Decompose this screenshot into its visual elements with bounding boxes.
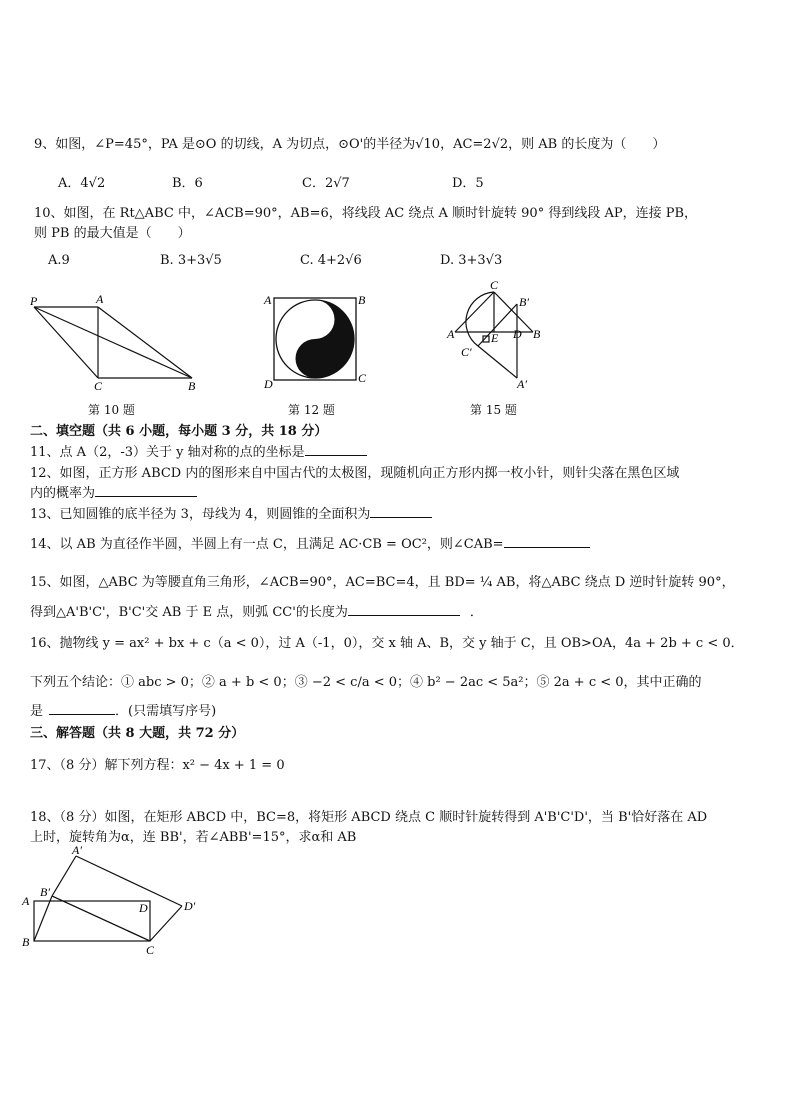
fig12-label-a: A bbox=[264, 293, 272, 307]
fig18-label-b: B bbox=[22, 935, 30, 949]
q16-line3-prefix: 是 bbox=[30, 704, 44, 719]
q18-line2: 上时，旋转角为α，连 BB'，若∠ABB'=15°，求α和 AB bbox=[30, 830, 357, 845]
fig15-label-e: E bbox=[491, 331, 499, 345]
q14-row bbox=[30, 533, 590, 552]
q15-row2 bbox=[30, 601, 483, 620]
q12-line1: 12、如图，正方形 ABCD 内的图形来自中国古代的太极图，现随机向正方形内掷一枚小针，则针尖落在黑色区域 bbox=[30, 466, 680, 481]
q12-answer-blank[interactable] bbox=[95, 482, 197, 497]
q16-answer-blank[interactable] bbox=[49, 700, 115, 715]
q10-option-d: D. 3+3√3 bbox=[440, 253, 503, 268]
fig10-label-b: B bbox=[188, 379, 196, 393]
fig15-label-b: B bbox=[533, 327, 541, 341]
q10-option-a: A.9 bbox=[48, 253, 70, 268]
fig12-label-b: B bbox=[358, 293, 366, 307]
fig18-label-c: C bbox=[146, 943, 155, 957]
fig15-label-a: A bbox=[447, 327, 455, 341]
fig10-caption: 第 10 题 bbox=[88, 403, 135, 417]
fig10-label-a: A bbox=[96, 292, 104, 306]
q10-option-c: C. 4+2√6 bbox=[300, 253, 362, 268]
q14-text: 14、以 AB 为直径作半圆，半圆上有一点 C，且满足 AC·CB = OC²，则∠CAB= bbox=[30, 537, 504, 552]
q9-option-b: B．6 bbox=[172, 176, 203, 191]
figure-10 bbox=[30, 292, 200, 393]
fig15-label-c-prime: C′ bbox=[461, 345, 472, 359]
q13-answer-blank[interactable] bbox=[370, 503, 432, 518]
q9-option-a: A．4√2 bbox=[58, 176, 106, 191]
q11-row bbox=[30, 441, 367, 460]
fig18-label-d-prime: D′ bbox=[184, 899, 196, 913]
fig18-label-a-prime: A′ bbox=[72, 843, 82, 857]
q12-row2 bbox=[30, 482, 197, 501]
fig15-label-b-prime: B′ bbox=[519, 295, 529, 309]
fig10-label-c: C bbox=[94, 379, 103, 393]
fig12-caption: 第 12 题 bbox=[288, 403, 335, 417]
q17-text: 17、（8 分）解下列方程：x² − 4x + 1 = 0 bbox=[30, 758, 285, 773]
q9-option-d: D．5 bbox=[452, 176, 484, 191]
q15-line2: 得到△A'B'C'，B'C'交 AB 于 E 点，则弧 CC'的长度为 bbox=[30, 605, 348, 620]
fig15-caption: 第 15 题 bbox=[470, 403, 517, 417]
q16-line3-suffix: ．(只需填写序号) bbox=[115, 704, 217, 719]
q14-answer-blank[interactable] bbox=[504, 533, 590, 548]
q9-stem: 9、如图，∠P=45°，PA 是⊙O 的切线，A 为切点，⊙O'的半径为√10，AC=2√2，则 AB 的长度为（ ） bbox=[34, 137, 666, 152]
fig12-label-d: D bbox=[264, 377, 273, 391]
q16-row3 bbox=[30, 700, 216, 719]
q15-answer-blank[interactable] bbox=[348, 601, 460, 616]
q15-line1: 15、如图，△ABC 为等腰直角三角形，∠ACB=90°，AC=BC=4，且 BD= ¼ AB，将△ABC 绕点 D 逆时针旋转 90°， bbox=[30, 575, 735, 590]
q11-text: 11、点 A（2，-3）关于 y 轴对称的点的坐标是 bbox=[30, 445, 305, 460]
q13-row bbox=[30, 503, 432, 522]
fig15-label-c: C bbox=[490, 278, 499, 292]
q11-answer-blank[interactable] bbox=[305, 441, 367, 456]
q10-option-b: B. 3+3√5 bbox=[160, 253, 222, 268]
q10-stem-line1: 10、如图，在 Rt△ABC 中，∠ACB=90°，AB=6，将线段 AC 绕点 A 顺时针旋转 90° 得到线段 AP，连接 PB， bbox=[34, 206, 698, 221]
q12-line2: 内的概率为 bbox=[30, 486, 96, 501]
q16-line2: 下列五个结论：① abc > 0；② a + b < 0；③ −2 < c/a < 0；④ b² − 2ac < 5a²；⑤ 2a + c < 0，其中正确的 bbox=[30, 675, 702, 690]
q10-stem-line2: 则 PB 的最大值是（ ） bbox=[34, 226, 191, 241]
fig12-label-c: C bbox=[358, 371, 367, 385]
q16-line1: 16、抛物线 y = ax² + bx + c（a < 0），过 A（-1，0），交 x 轴 A、B，交 y 轴于 C，且 OB>OA，4a + 2b + c < 0． bbox=[30, 636, 744, 651]
fig15-label-d: D bbox=[513, 327, 522, 341]
q15-end: ． bbox=[469, 605, 483, 620]
figure-12 bbox=[262, 292, 374, 392]
figure-18 bbox=[20, 843, 210, 960]
q13-text: 13、已知圆锥的底半径为 3，母线为 4，则圆锥的全面积为 bbox=[30, 507, 371, 522]
section3-title: 三、解答题（共 8 大题，共 72 分） bbox=[30, 726, 245, 741]
q18-line1: 18、（8 分）如图，在矩形 ABCD 中，BC=8，将矩形 ABCD 绕点 C 顺时针旋转得到 A'B'C'D'，当 B'恰好落在 AD bbox=[30, 810, 708, 825]
figure-15 bbox=[445, 280, 545, 392]
fig10-label-p: P bbox=[30, 294, 38, 308]
q9-option-c: C．2√7 bbox=[302, 176, 350, 191]
fig18-label-d: D bbox=[139, 901, 148, 915]
fig15-label-a-prime: A′ bbox=[517, 377, 527, 391]
fig18-label-a: A bbox=[22, 894, 30, 908]
fig18-label-b-prime: B′ bbox=[40, 885, 50, 899]
section2-title: 二、填空题（共 6 小题，每小题 3 分，共 18 分） bbox=[30, 424, 328, 439]
